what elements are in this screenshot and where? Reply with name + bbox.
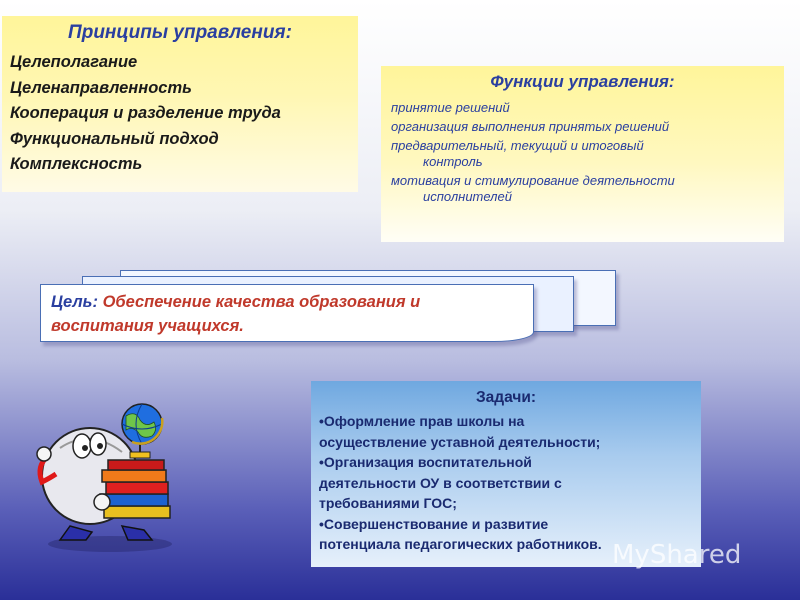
principles-title: Принципы управления: (68, 22, 292, 43)
watermark-text: MyShared (612, 540, 742, 570)
task-line: потенциала педагогических работников. (319, 536, 602, 552)
function-item: организация выполнения принятых решений (391, 119, 670, 134)
principles-box (2, 16, 358, 192)
function-item-line: мотивация и стимулирование деятельности (391, 173, 675, 188)
functions-box (381, 66, 784, 242)
goal-line-2: воспитания учащихся. (51, 317, 244, 335)
goal-line-1 (51, 290, 523, 314)
goal-label: Цель: (51, 293, 98, 311)
function-item: принятие решений (391, 100, 510, 115)
goal-sheet (40, 284, 534, 342)
task-line: •Совершенствование и развитие (319, 515, 549, 532)
function-item-line: контроль (423, 154, 483, 169)
principle-item: Кооперация и разделение труда (10, 104, 281, 122)
function-item-line: исполнителей (423, 189, 512, 204)
principle-item: Комплексность (10, 155, 143, 173)
principle-item: Целеполагание (10, 53, 138, 71)
task-line: требованиями ГОС; (319, 495, 457, 511)
function-item-line: предварительный, текущий и итоговый (391, 138, 644, 153)
globe-and-books-icon (30, 398, 190, 558)
goal-text: Обеспечение качества образования и (102, 293, 421, 311)
task-line: деятельности ОУ в соответствии с (319, 474, 562, 491)
tasks-title: Задачи: (475, 389, 537, 406)
task-line: •Организация воспитательной (319, 454, 532, 470)
function-item (391, 138, 774, 170)
task-line: •Оформление прав школы на (319, 413, 525, 429)
principle-item: Целенаправленность (10, 78, 192, 97)
functions-title: Функции управления: (490, 72, 675, 91)
task-line: осуществление уставной деятельности; (319, 433, 601, 450)
function-item (391, 173, 774, 205)
principle-item: Функциональный подход (10, 129, 219, 148)
